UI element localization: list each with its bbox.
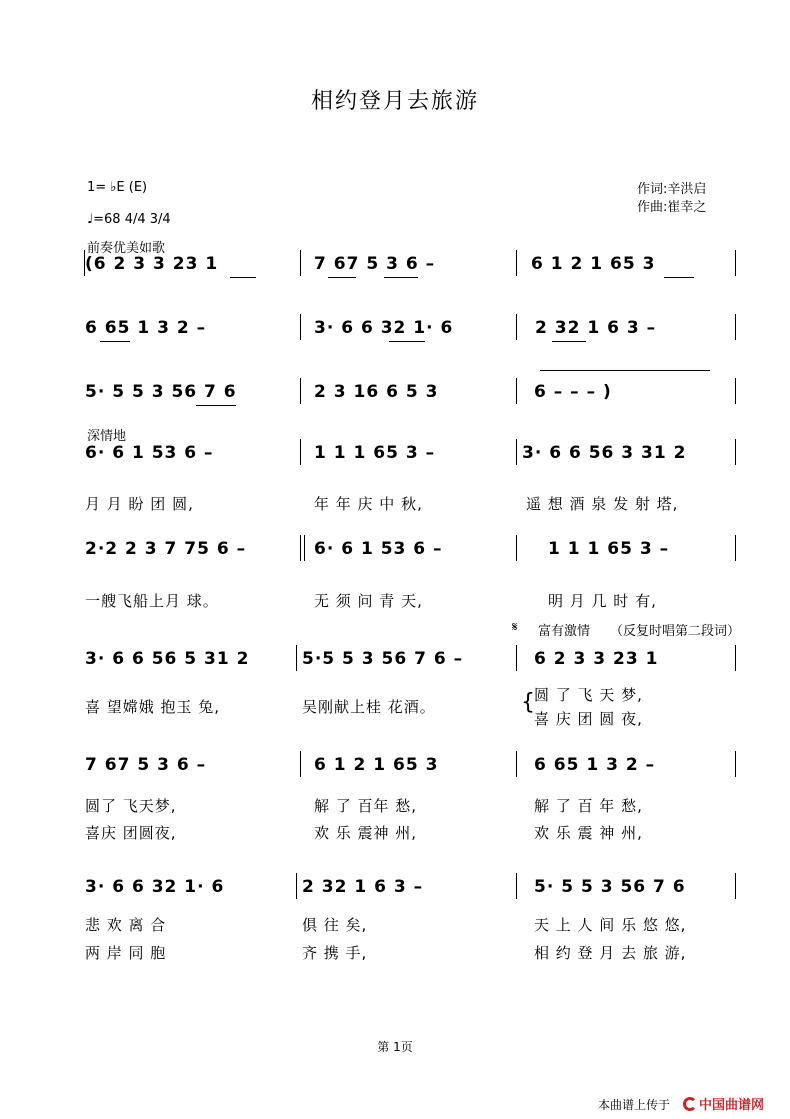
- measure-11: 1 1 1 65 3 –: [314, 443, 436, 463]
- lyric-line-verse-2: 齐 携 手,: [302, 944, 368, 962]
- barline: [300, 439, 301, 465]
- page-number: 第 1页: [377, 1040, 413, 1054]
- lyric-line: 月 月 盼 团 圆,: [85, 495, 194, 513]
- lyric-line: 年 年 庆 中 秋,: [314, 495, 423, 513]
- lyric-line: 喜 望嫦娥 抱玉 兔,: [85, 698, 221, 716]
- measure-10: 6· 6 1 53 6 –: [85, 443, 214, 463]
- barline: [300, 378, 301, 404]
- lyric-line-verse-2: 喜庆 团圆夜,: [85, 824, 177, 842]
- barline: [296, 645, 297, 671]
- barline: [735, 873, 736, 899]
- measure-13: 2·2 2 3 7 75 6 –: [85, 539, 247, 559]
- beam: [552, 341, 586, 342]
- site-name: 中国曲谱网: [699, 1098, 765, 1113]
- upload-note: 本曲谱上传于: [598, 1098, 671, 1112]
- measure-7: 5· 5 5 3 56 7 6: [85, 382, 237, 402]
- measure-1: (6 2 3 3 23 1: [85, 254, 219, 274]
- lyric-line-verse-1: 圆了 飞天梦,: [85, 797, 177, 815]
- measure-8: 2 3 16 6 5 3: [314, 382, 439, 402]
- measure-17: 5·5 5 3 56 7 6 –: [302, 649, 464, 669]
- fermata-line: [540, 370, 710, 371]
- lyric-line: 遥 想 酒 泉 发 射 塔,: [526, 495, 679, 513]
- measure-23: 2 32 1 6 3 –: [302, 877, 424, 897]
- measure-3: 6 1 2 1 65 3: [531, 254, 656, 274]
- lyric-line-verse-2: 两 岸 同 胞: [85, 944, 167, 962]
- tempo-marking: ♩=68 4/4 3/4: [87, 212, 171, 227]
- barline: [516, 314, 517, 340]
- segno-icon: 𝄋: [512, 620, 518, 635]
- barline: [516, 535, 517, 561]
- measure-12: 3· 6 6 56 3 31 2: [522, 443, 687, 463]
- barline: [735, 535, 736, 561]
- composer: 作曲:崔幸之: [637, 200, 707, 215]
- measure-22: 3· 6 6 32 1· 6: [85, 877, 225, 897]
- lyric-line-verse-1: 解 了 百年 愁,: [314, 797, 418, 815]
- measure-9: 6 – – – ): [534, 382, 612, 402]
- measure-15: 1 1 1 65 3 –: [548, 539, 670, 559]
- barline: [735, 250, 736, 276]
- measure-14: 6· 6 1 53 6 –: [314, 539, 443, 559]
- brace-icon: {: [521, 690, 536, 715]
- lyric-line-verse-2: 相 约 登 月 去 旅 游,: [534, 944, 687, 962]
- barline: [516, 873, 517, 899]
- beam: [389, 341, 425, 342]
- beam: [328, 277, 356, 278]
- barline: [516, 378, 517, 404]
- lyric-line: 明 月 几 时 有,: [548, 592, 657, 610]
- lyric-line: 一艘飞船上月 球。: [85, 592, 219, 610]
- beam: [100, 341, 130, 342]
- barline: [84, 250, 85, 276]
- barline: [735, 439, 736, 465]
- barline: [735, 751, 736, 777]
- key-signature: 1= ♭E (E): [87, 180, 148, 195]
- lyric-line: 无 须 问 青 天,: [314, 592, 423, 610]
- repeat-hint: （反复时唱第二段词）: [610, 624, 741, 639]
- lyric-line-verse-2: 欢 乐 震 神 州,: [534, 824, 643, 842]
- lyric-line-verse-1: 天 上 人 间 乐 悠 悠,: [534, 916, 687, 934]
- barline: [516, 439, 517, 465]
- measure-19: 7 67 5 3 6 –: [85, 755, 207, 775]
- barline: [296, 873, 297, 899]
- barline: [735, 645, 736, 671]
- repeat-barline: [304, 535, 305, 561]
- barline: [300, 751, 301, 777]
- barline: [516, 250, 517, 276]
- measure-6: 2 32 1 6 3 –: [535, 318, 657, 338]
- measure-20: 6 1 2 1 65 3: [314, 755, 439, 775]
- measure-16: 3· 6 6 56 5 31 2: [85, 649, 250, 669]
- lyric-line-verse-1: 俱 往 矣,: [302, 916, 368, 934]
- beam: [664, 277, 694, 278]
- measure-4: 6 65 1 3 2 –: [85, 318, 207, 338]
- beam: [230, 277, 256, 278]
- barline: [735, 378, 736, 404]
- lyric-line-verse-2: 喜 庆 团 圆 夜,: [534, 710, 643, 728]
- measure-18: 6 2 3 3 23 1: [534, 649, 659, 669]
- barline: [300, 250, 301, 276]
- lyric-line-verse-2: 欢 乐 震神 州,: [314, 824, 418, 842]
- intro-hint: 前奏优美如歌: [87, 241, 166, 256]
- lyric-line-verse-1: 圆 了 飞 天 梦,: [534, 686, 643, 704]
- lyricist: 作词:辛洪启: [637, 182, 707, 197]
- lyric-line-verse-1: 解 了 百 年 愁,: [534, 797, 643, 815]
- measure-21: 6 65 1 3 2 –: [534, 755, 656, 775]
- barline: [300, 535, 301, 561]
- page-title: 相约登月去旅游: [310, 89, 479, 114]
- measure-5: 3· 6 6 32 1· 6: [314, 318, 454, 338]
- barline: [735, 314, 736, 340]
- measure-24: 5· 5 5 3 56 7 6: [534, 877, 686, 897]
- barline: [516, 645, 517, 671]
- measure-2: 7 67 5 3 6 –: [314, 254, 436, 274]
- lyric-line: 吴刚献上桂 花酒。: [302, 698, 436, 716]
- beam: [384, 277, 418, 278]
- lyric-line-verse-1: 悲 欢 离 合: [85, 916, 167, 934]
- expression-mark: 富有激情: [538, 624, 591, 639]
- site-logo[interactable]: [683, 1094, 764, 1113]
- barline: [300, 314, 301, 340]
- beam: [196, 405, 236, 406]
- expression-mark: 深情地: [87, 429, 127, 444]
- barline: [516, 751, 517, 777]
- site-logo-icon: [683, 1097, 697, 1111]
